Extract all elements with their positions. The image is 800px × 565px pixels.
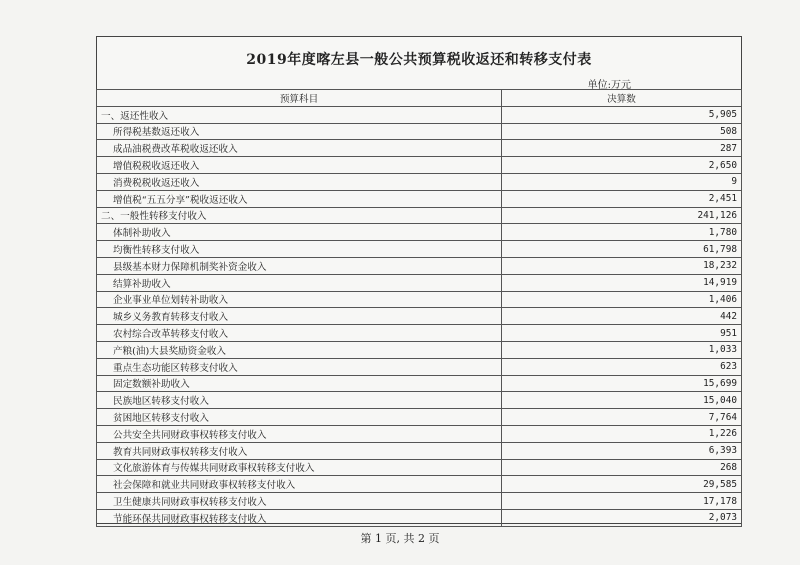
row-subject: 公共安全共同财政事权转移支付收入 — [97, 425, 502, 442]
row-amount: 17,178 — [502, 493, 742, 510]
row-amount: 1,033 — [502, 341, 742, 358]
table-body — [97, 106, 742, 526]
table-row — [97, 358, 742, 375]
row-amount: 287 — [502, 140, 742, 157]
row-subject: 产粮(油)大县奖励资金收入 — [97, 341, 502, 358]
table-row — [97, 409, 742, 426]
row-amount: 951 — [502, 325, 742, 342]
table-row — [97, 207, 742, 224]
row-subject: 农村综合改革转移支付收入 — [97, 325, 502, 342]
table-row — [97, 392, 742, 409]
row-subject: 固定数额补助收入 — [97, 375, 502, 392]
row-amount: 14,919 — [502, 274, 742, 291]
row-subject: 县级基本财力保障机制奖补资金收入 — [97, 257, 502, 274]
table-row — [97, 190, 742, 207]
row-subject: 城乡义务教育转移支付收入 — [97, 308, 502, 325]
table-row — [97, 140, 742, 157]
row-subject: 一、返还性收入 — [97, 106, 502, 123]
table-row — [97, 308, 742, 325]
table-row — [97, 425, 742, 442]
table-frame — [96, 36, 742, 524]
row-subject: 教育共同财政事权转移支付收入 — [97, 442, 502, 459]
row-subject: 民族地区转移支付收入 — [97, 392, 502, 409]
table-row — [97, 325, 742, 342]
table-row — [97, 291, 742, 308]
row-amount: 7,764 — [502, 409, 742, 426]
row-subject: 增值税税收返还收入 — [97, 157, 502, 174]
row-amount: 508 — [502, 123, 742, 140]
row-amount: 2,073 — [502, 509, 742, 526]
row-subject: 增值税“五五分享”税收返还收入 — [97, 190, 502, 207]
row-amount: 241,126 — [502, 207, 742, 224]
row-amount: 61,798 — [502, 241, 742, 258]
row-amount: 623 — [502, 358, 742, 375]
budget-table — [96, 89, 742, 527]
row-amount: 9 — [502, 173, 742, 190]
row-amount: 5,905 — [502, 106, 742, 123]
table-header-row — [97, 90, 742, 107]
row-amount: 6,393 — [502, 442, 742, 459]
row-amount: 18,232 — [502, 257, 742, 274]
table-row — [97, 341, 742, 358]
row-subject: 卫生健康共同财政事权转移支付收入 — [97, 493, 502, 510]
table-row — [97, 459, 742, 476]
document-title: 2019年度喀左县一般公共预算税收返还和转移支付表 — [246, 52, 592, 68]
row-amount: 2,650 — [502, 157, 742, 174]
table-row — [97, 476, 742, 493]
row-subject: 二、一般性转移支付收入 — [97, 207, 502, 224]
row-subject: 体制补助收入 — [97, 224, 502, 241]
table-row — [97, 493, 742, 510]
page-footer: 第 1 页, 共 2 页 — [360, 532, 440, 545]
row-subject: 重点生态功能区转移支付收入 — [97, 358, 502, 375]
table-row — [97, 123, 742, 140]
row-subject: 节能环保共同财政事权转移支付收入 — [97, 509, 502, 526]
table-row — [97, 509, 742, 526]
table-row — [97, 224, 742, 241]
row-subject: 结算补助收入 — [97, 274, 502, 291]
table-row — [97, 257, 742, 274]
row-subject: 所得税基数返还收入 — [97, 123, 502, 140]
row-subject: 贫困地区转移支付收入 — [97, 409, 502, 426]
row-amount: 268 — [502, 459, 742, 476]
row-amount: 442 — [502, 308, 742, 325]
table-row — [97, 274, 742, 291]
row-subject: 社会保障和就业共同财政事权转移支付收入 — [97, 476, 502, 493]
table-row — [97, 173, 742, 190]
row-subject: 企业事业单位划转补助收入 — [97, 291, 502, 308]
row-subject: 均衡性转移支付收入 — [97, 241, 502, 258]
column-header-amount: 决算数 — [502, 90, 742, 107]
row-amount: 15,699 — [502, 375, 742, 392]
row-subject: 文化旅游体育与传媒共同财政事权转移支付收入 — [97, 459, 502, 476]
row-subject: 成品油税费改革税收返还收入 — [97, 140, 502, 157]
unit-label: 单位:万元 — [587, 80, 631, 91]
row-amount: 1,406 — [502, 291, 742, 308]
table-row — [97, 375, 742, 392]
column-header-subject: 预算科目 — [97, 90, 502, 107]
row-amount: 1,226 — [502, 425, 742, 442]
table-row — [97, 106, 742, 123]
row-amount: 15,040 — [502, 392, 742, 409]
row-subject: 消费税税收返还收入 — [97, 173, 502, 190]
row-amount: 29,585 — [502, 476, 742, 493]
table-row — [97, 442, 742, 459]
table-row — [97, 157, 742, 174]
row-amount: 2,451 — [502, 190, 742, 207]
row-amount: 1,780 — [502, 224, 742, 241]
table-row — [97, 241, 742, 258]
